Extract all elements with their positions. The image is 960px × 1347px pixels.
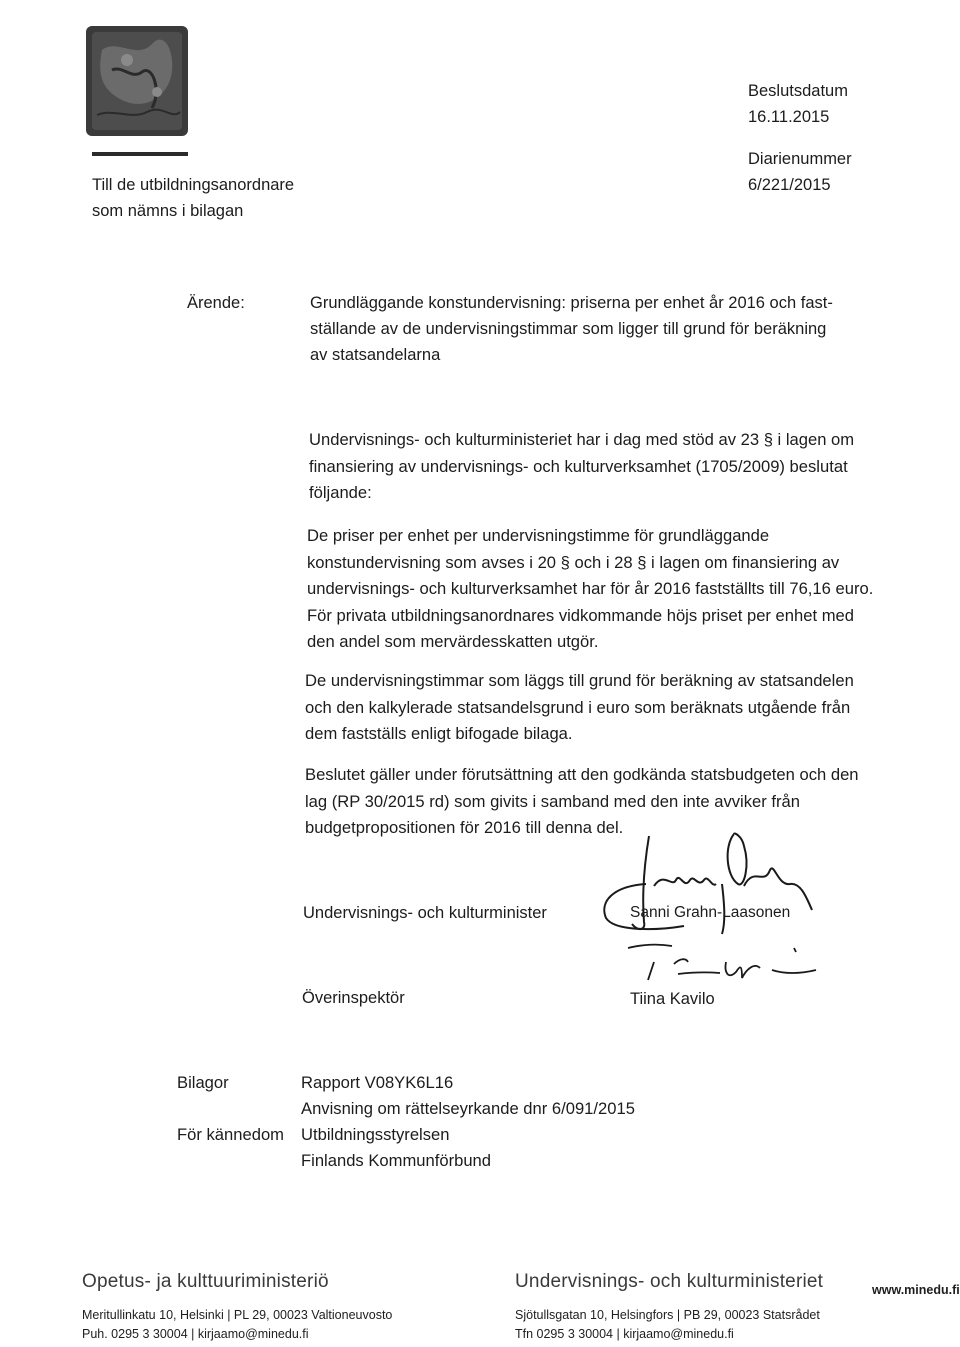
paragraph-line: De priser per enhet per undervisningstimme för grundläggande	[307, 526, 770, 545]
footer-contact-fi: Puh. 0295 3 30004 | kirjaamo@minedu.fi	[82, 1327, 309, 1341]
inspector-signature	[624, 940, 820, 986]
attachment-item: Anvisning om rättelseyrkande dnr 6/091/2015	[301, 1099, 635, 1118]
minister-title: Undervisnings- och kulturminister	[303, 904, 547, 922]
paragraph-line: Undervisnings- och kulturministeriet har i dag med stöd av 23 § i lagen om	[309, 430, 855, 449]
attachments-label: Bilagor	[177, 1073, 229, 1092]
paragraph-decision-basis	[309, 427, 894, 507]
inspector-name: Tiina Kavilo	[630, 990, 715, 1008]
coat-of-arms-icon	[82, 20, 192, 142]
paragraph-teaching-hours	[305, 668, 890, 748]
paragraph-line: lag (RP 30/2015 rd) som givits i samband med den inte avviker från	[305, 791, 800, 811]
footer-address-sv: Sjötullsgatan 10, Helsingfors | PB 29, 00023 Statsrådet	[515, 1308, 820, 1322]
paragraph-line: konstundervisning som avses i 20 § och i 28 § i lagen om finansiering av	[307, 552, 840, 572]
subject-label: Ärende:	[187, 294, 245, 312]
paragraph-line: och den kalkylerade statsandelsgrund i euro som beräknats utgående från	[305, 697, 851, 717]
footer-name-fi: Opetus- ja kulttuuriministeriö	[82, 1271, 329, 1292]
paragraph-line: För privata utbildningsanordnares vidkommande höjs priset per enhet med	[307, 605, 854, 625]
paragraph-line: De undervisningstimmar som läggs till grund för beräkning av statsandelen	[305, 671, 854, 690]
attachment-item: Rapport V08YK6L16	[301, 1073, 454, 1092]
subject-line: Grundläggande konstundervisning: priserna per enhet år 2016 och fast-	[310, 294, 833, 312]
for-info-label: För kännedom	[177, 1125, 284, 1144]
decision-date: 16.11.2015	[748, 108, 830, 126]
recipient-line-1: Till de utbildningsanordnare	[92, 176, 295, 194]
paragraph-line: finansiering av undervisnings- och kulturverksamhet (1705/2009) beslutat	[309, 456, 848, 476]
inspector-title: Överinspektör	[302, 989, 405, 1007]
paragraph-line: Beslutet gäller under förutsättning att den godkända statsbudgeten och den	[305, 765, 859, 784]
for-info-item: Finlands Kommunförbund	[301, 1151, 492, 1170]
subject-text	[310, 290, 870, 368]
decision-date-label: Beslutsdatum	[748, 82, 848, 100]
paragraph-line: dem fastställs enligt bifogade bilaga.	[305, 724, 573, 743]
subject-line: av statsandelarna	[310, 346, 441, 364]
handwritten-signature-icon	[624, 940, 820, 986]
paragraph-line: den andel som mervärdesskatten utgör.	[307, 632, 599, 651]
ministry-logo	[82, 20, 192, 142]
recipient-line-2: som nämns i bilagan	[92, 202, 244, 220]
paragraph-line: undervisnings- och kulturverksamhet har för år 2016 fastställts till 76,16 euro.	[307, 579, 874, 598]
minister-name: Sanni Grahn-Laasonen	[630, 904, 791, 921]
logo-underline	[92, 152, 188, 156]
paragraph-line: följande:	[309, 483, 372, 502]
register-number: 6/221/2015	[748, 176, 831, 194]
subject-line: ställande av de undervisningstimmar som ligger till grund för beräkning	[310, 320, 827, 338]
footer-website-link[interactable]: www.minedu.fi	[872, 1283, 960, 1297]
for-info-item: Utbildningsstyrelsen	[301, 1125, 450, 1144]
paragraph-unit-prices	[307, 523, 892, 656]
footer-name-sv: Undervisnings- och kulturministeriet	[515, 1271, 824, 1292]
footer-contact-sv: Tfn 0295 3 30004 | kirjaamo@minedu.fi	[515, 1327, 734, 1341]
paragraph-line: budgetpropositionen för 2016 till denna del.	[305, 818, 624, 837]
footer-address-fi: Meritullinkatu 10, Helsinki | PL 29, 00023 Valtioneuvosto	[82, 1308, 393, 1322]
register-number-label: Diarienummer	[748, 150, 852, 168]
